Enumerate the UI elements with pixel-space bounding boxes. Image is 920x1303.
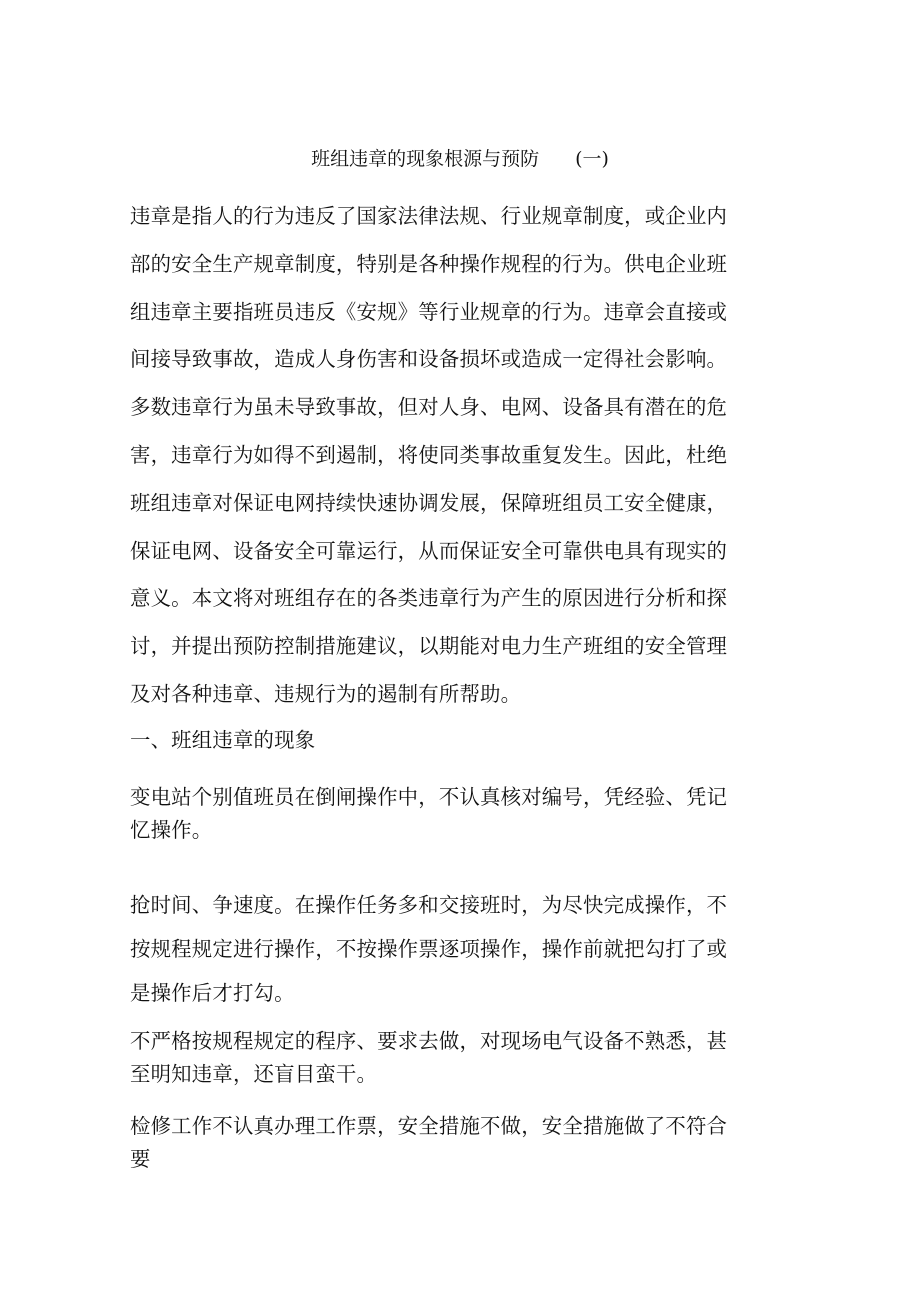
document-title — [0, 146, 920, 172]
body-paragraph: 不严格按规程规定的程序、要求去做，对现场电气设备不熟悉，甚至明知违章，还盲目蛮干。 — [130, 1029, 728, 1086]
section-heading: 一、班组违章的现象 — [130, 728, 316, 752]
body-paragraph: 抢时间、争速度。在操作任务多和交接班时，为尽快完成操作，不按规程规定进行操作，不按操作票逐项操作，操作前就把勾打了或是操作后才打勾。 — [130, 893, 728, 1005]
title-text: 班组违章的现象根源与预防 — [311, 148, 540, 170]
body-paragraph: 变电站个别值班员在倒闸操作中，不认真核对编号，凭经验、凭记忆操作。 — [130, 785, 728, 842]
intro-paragraph: 违章是指人的行为违反了国家法律法规、行业规章制度，或企业内部的安全生产规章制度，特别是各种操作规程的行为。供电企业班组违章主要指班员违反《安规》等行业规章的行为。违章会直接或间接导致事故，造成人身伤害和设备损坏或造成一定得社会影响。多数违章行为虽未导致事故，但对人身、电网、设备具有潜在的危害，违章行为如得不到遏制，将使同类事故重复发生。因此，杜绝班组违章对保证电网持续快速协调发展，保障班组员工安全健康，保证电网、设备安全可靠运行，从而保证安全可靠供电具有现实的意义。本文将对班组存在的各类违章行为产生的原因进行分析和探讨，并提出预防控制措施建议，以期能对电力生产班组的安全管理及对各种违章、违规行为的遏制有所帮助。 — [130, 204, 728, 706]
title-part-number: (一) — [575, 148, 609, 170]
body-paragraph: 检修工作不认真办理工作票，安全措施不做，安全措施做了不符合要 — [130, 1114, 728, 1171]
